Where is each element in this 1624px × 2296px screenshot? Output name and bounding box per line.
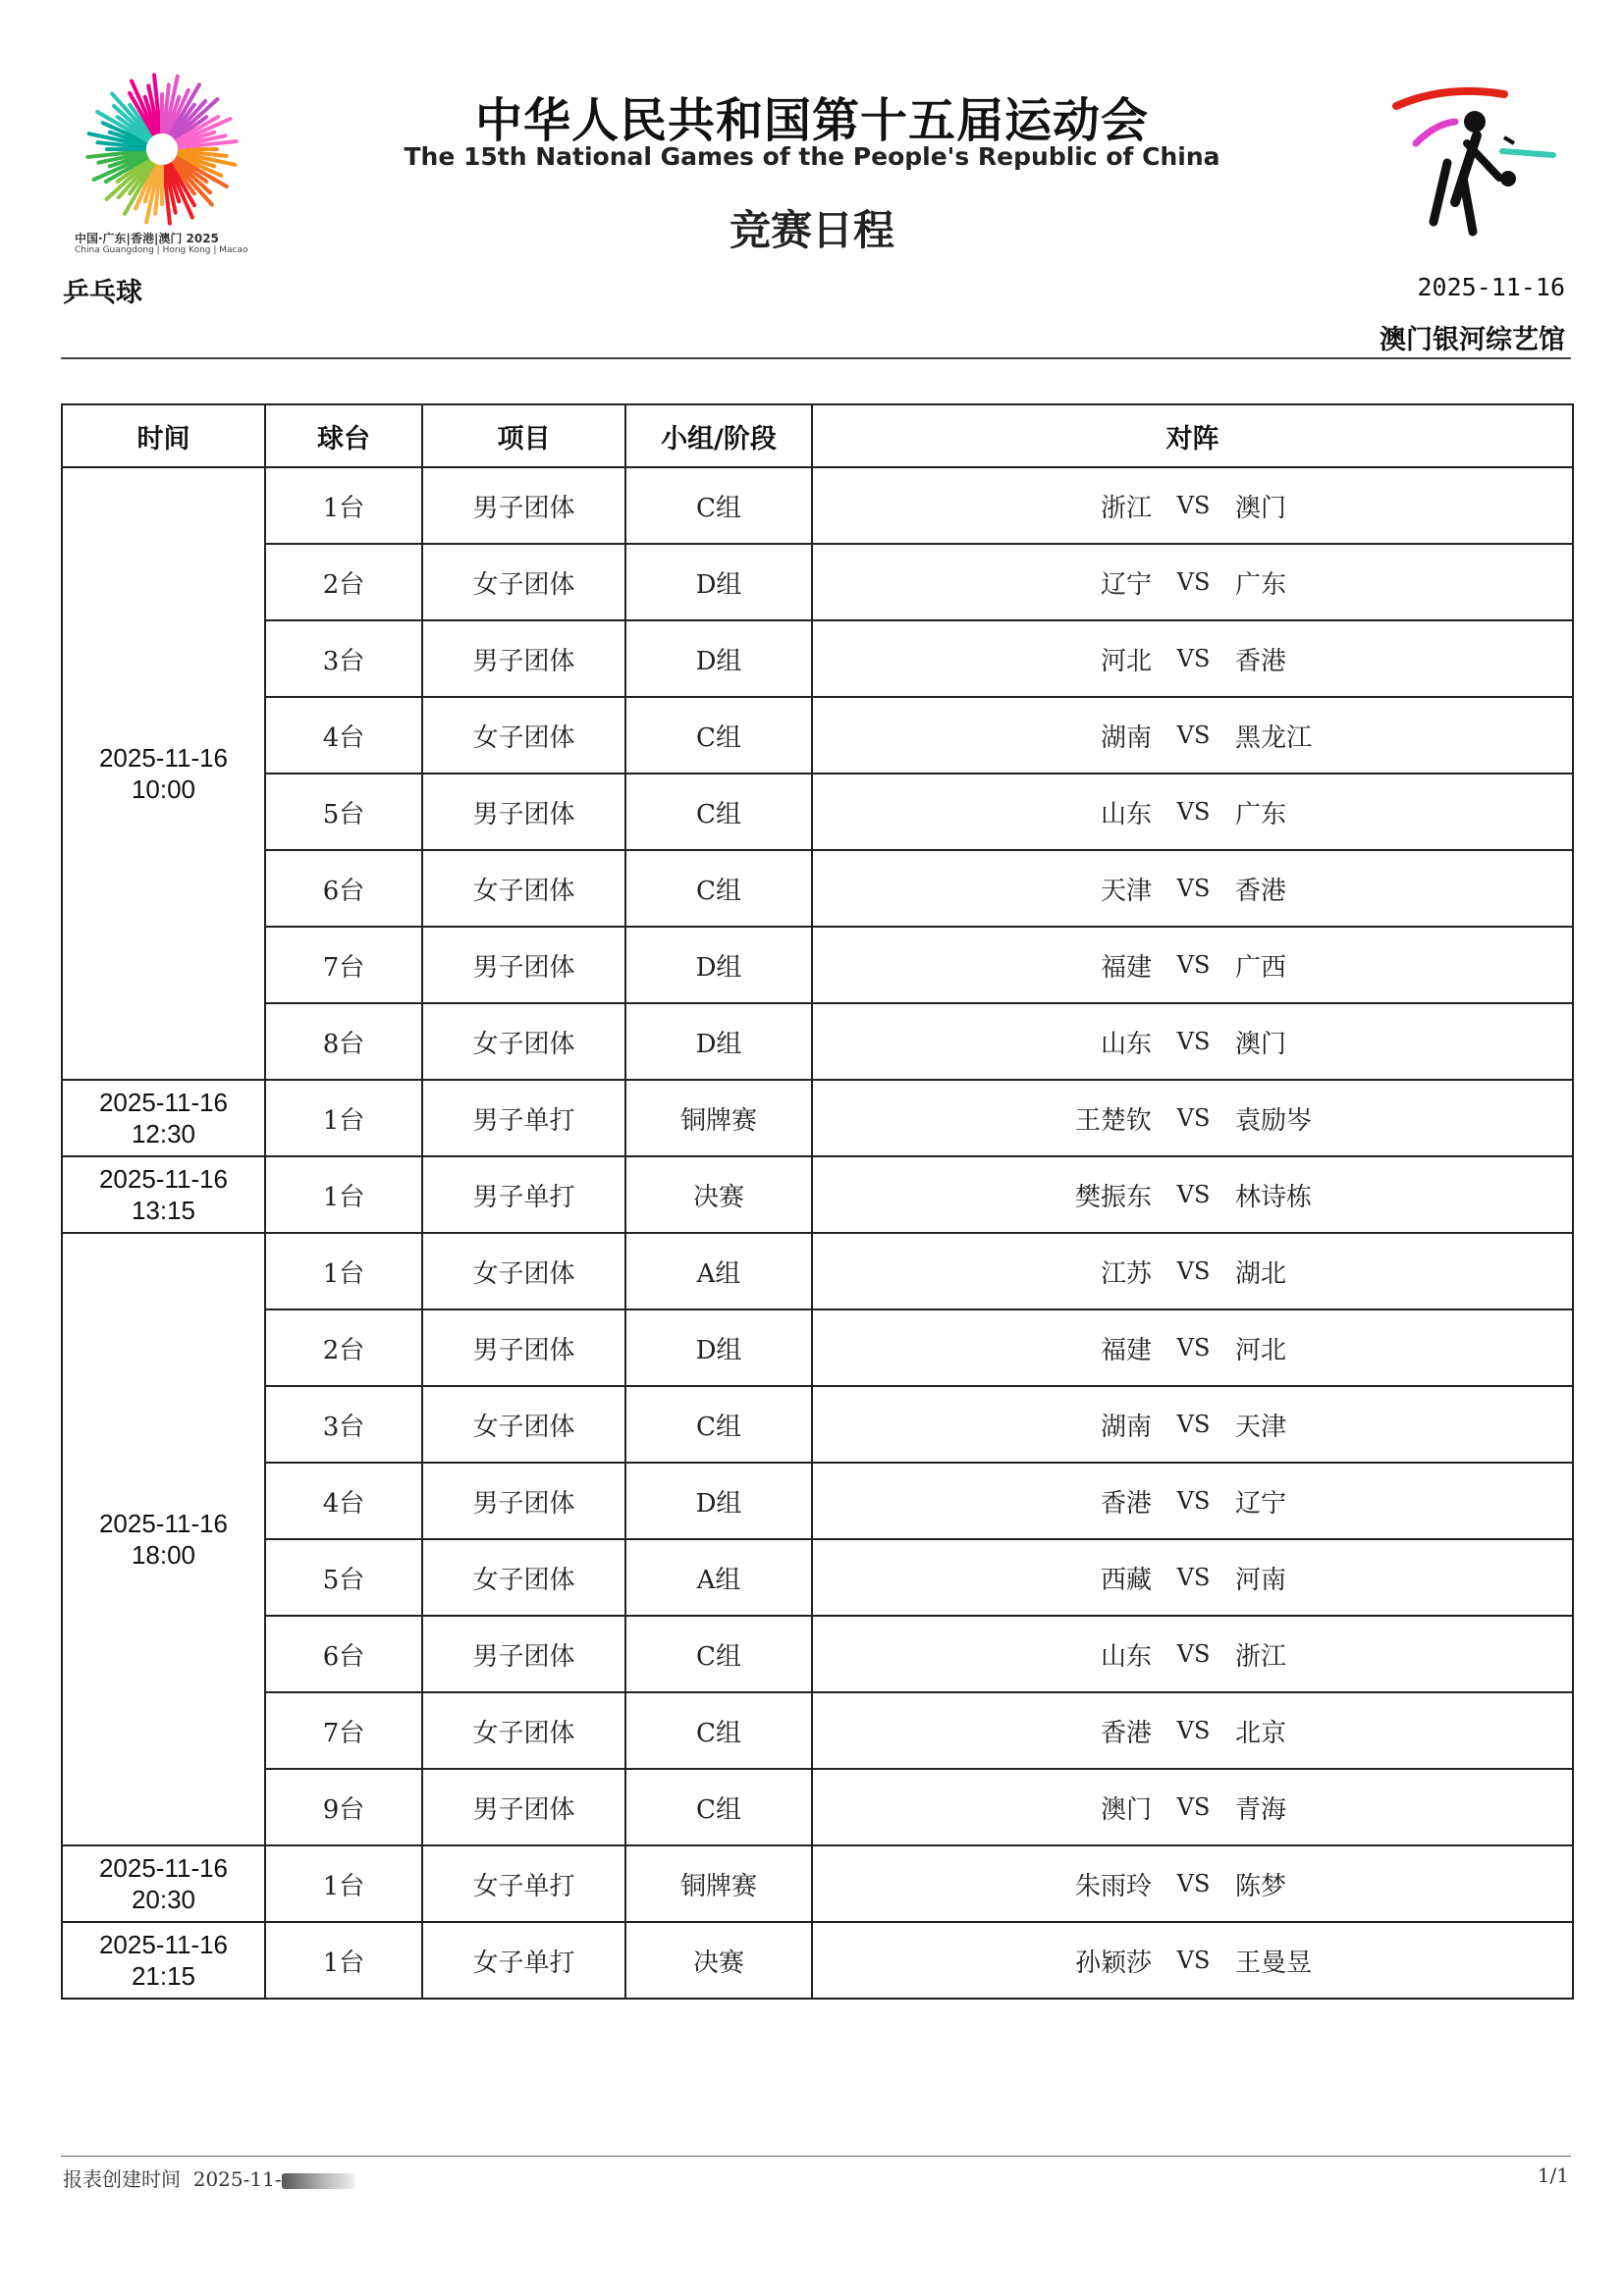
team-b: 河北 [1235, 1335, 1287, 1365]
col-header-time: 时间 [62, 404, 265, 467]
table-row [62, 1922, 1573, 1999]
time-clock: 13:15 [131, 1196, 196, 1225]
vs-label: VS [1176, 721, 1211, 749]
team-a: 湖南 [1100, 1412, 1152, 1442]
event-cell: 女子团体 [422, 1233, 625, 1309]
matchup-cell [812, 1233, 1573, 1309]
table-number-cell: 5台 [265, 1539, 422, 1616]
report-created [63, 2163, 354, 2192]
table-row [62, 1080, 1573, 1156]
table-row [62, 1616, 1573, 1692]
vs-label: VS [1176, 1104, 1211, 1132]
table-row [62, 1769, 1573, 1845]
stage-cell: A组 [625, 1539, 812, 1616]
matchup [813, 621, 1572, 696]
team-a: 西藏 [1100, 1565, 1152, 1595]
table-number-cell: 1台 [265, 1156, 422, 1233]
vs-label: VS [1176, 1411, 1211, 1438]
col-header-event: 项目 [422, 404, 625, 467]
event-cell: 女子团体 [422, 1386, 625, 1463]
vs-label: VS [1176, 1257, 1211, 1285]
team-b: 澳门 [1235, 493, 1287, 523]
team-b: 湖北 [1235, 1258, 1287, 1289]
table-row [62, 1845, 1573, 1922]
team-b: 河南 [1235, 1565, 1287, 1595]
team-b: 澳门 [1235, 1029, 1287, 1059]
stage-cell: 铜牌赛 [625, 1845, 812, 1922]
event-cell: 女子单打 [422, 1845, 625, 1922]
event-cell: 女子团体 [422, 1003, 625, 1080]
team-b: 北京 [1235, 1718, 1287, 1748]
matchup-cell [812, 1080, 1573, 1156]
vs-label: VS [1176, 1334, 1211, 1362]
time-date: 2025-11-16 [98, 1930, 229, 1959]
time-cell [62, 1080, 265, 1156]
vs-label: VS [1176, 1793, 1211, 1821]
table-number-cell: 1台 [265, 1233, 422, 1309]
vs-label: VS [1176, 1717, 1211, 1744]
stage-cell: C组 [625, 467, 812, 544]
matchup [813, 1310, 1572, 1385]
time-clock: 18:00 [131, 1540, 196, 1570]
event-cell: 女子团体 [422, 850, 625, 927]
vs-label: VS [1176, 645, 1211, 672]
table-row [62, 1156, 1573, 1233]
event-cell: 女子团体 [422, 697, 625, 774]
footer-divider [61, 2156, 1571, 2157]
matchup-cell [812, 544, 1573, 620]
team-b: 林诗栋 [1235, 1182, 1313, 1212]
team-a: 湖南 [1100, 722, 1152, 753]
matchup [813, 1846, 1572, 1921]
matchup-cell [812, 1463, 1573, 1539]
table-number-cell: 4台 [265, 697, 422, 774]
team-b: 香港 [1235, 876, 1287, 906]
time-cell [62, 1922, 265, 1999]
table-row [62, 1463, 1573, 1539]
team-a: 樊振东 [1074, 1182, 1152, 1212]
matchup [813, 1693, 1572, 1768]
event-cell: 男子团体 [422, 1769, 625, 1845]
col-header-matchup: 对阵 [812, 404, 1573, 467]
stage-cell: 铜牌赛 [625, 1080, 812, 1156]
matchup-cell [812, 1616, 1573, 1692]
team-a: 朱雨玲 [1074, 1871, 1152, 1901]
team-a: 山东 [1100, 1029, 1152, 1059]
sport-name: 乒乓球 [63, 278, 142, 308]
vs-label: VS [1176, 1640, 1211, 1668]
time-clock: 12:30 [131, 1119, 196, 1148]
matchup [813, 1923, 1572, 1998]
event-cell: 男子单打 [422, 1080, 625, 1156]
table-number-cell: 7台 [265, 1692, 422, 1769]
report-created-label: 报表创建时间 [63, 2167, 181, 2191]
matchup [813, 928, 1572, 1002]
stage-cell: D组 [625, 1463, 812, 1539]
table-number-cell: 3台 [265, 620, 422, 697]
table-number-cell: 4台 [265, 1463, 422, 1539]
table-number-cell: 9台 [265, 1769, 422, 1845]
matchup [813, 1234, 1572, 1308]
schedule-date: 2025-11-16 [1417, 273, 1565, 301]
team-b: 天津 [1235, 1412, 1287, 1442]
matchup-cell [812, 1845, 1573, 1922]
matchup-cell [812, 467, 1573, 544]
time-cell [62, 1156, 265, 1233]
stage-cell: C组 [625, 774, 812, 850]
stage-cell: D组 [625, 544, 812, 620]
time-date: 2025-11-16 [98, 1164, 229, 1194]
table-row [62, 1386, 1573, 1463]
vs-label: VS [1176, 568, 1211, 596]
time-cell [62, 1845, 265, 1922]
team-a: 澳门 [1100, 1794, 1152, 1825]
matchup [813, 1157, 1572, 1232]
team-b: 王曼昱 [1235, 1948, 1313, 1978]
vs-label: VS [1176, 492, 1211, 519]
matchup-cell [812, 1922, 1573, 1999]
team-a: 辽宁 [1100, 569, 1152, 600]
matchup-cell [812, 620, 1573, 697]
table-number-cell: 8台 [265, 1003, 422, 1080]
event-cell: 男子团体 [422, 774, 625, 850]
vs-label: VS [1176, 875, 1211, 902]
team-a: 孙颖莎 [1074, 1948, 1152, 1978]
matchup [813, 1081, 1572, 1155]
table-number-cell: 1台 [265, 1922, 422, 1999]
event-cell: 女子单打 [422, 1922, 625, 1999]
event-cell: 女子团体 [422, 1692, 625, 1769]
vs-label: VS [1176, 1487, 1211, 1515]
team-a: 天津 [1100, 876, 1152, 906]
matchup-cell [812, 774, 1573, 850]
team-b: 浙江 [1235, 1641, 1287, 1672]
table-number-cell: 1台 [265, 1845, 422, 1922]
time-clock: 20:30 [131, 1885, 196, 1914]
emblem-lettering: 中国·广东|香港|澳门 2025 [75, 232, 219, 245]
games-title-cn: 中华人民共和国第十五届运动会 [474, 93, 1149, 148]
team-b: 青海 [1235, 1794, 1287, 1825]
table-number-cell: 2台 [265, 1309, 422, 1386]
vs-label: VS [1176, 951, 1211, 979]
header-divider [61, 357, 1571, 359]
time-date: 2025-11-16 [98, 1509, 229, 1538]
vs-label: VS [1176, 1947, 1211, 1974]
stage-cell: C组 [625, 1692, 812, 1769]
table-number-cell: 6台 [265, 1616, 422, 1692]
schedule-table [61, 403, 1574, 2000]
games-title-en: The 15th National Games of the People's Republic of China [404, 142, 1220, 171]
table-row [62, 620, 1573, 697]
matchup-cell [812, 697, 1573, 774]
table-tennis-pictogram-icon [1386, 84, 1563, 241]
matchup-cell [812, 927, 1573, 1003]
team-a: 山东 [1100, 799, 1152, 829]
table-row [62, 774, 1573, 850]
matchup [813, 1770, 1572, 1844]
table-number-cell: 1台 [265, 467, 422, 544]
stage-cell: D组 [625, 1003, 812, 1080]
venue-name: 澳门银河综艺馆 [1380, 325, 1565, 355]
matchup [813, 1540, 1572, 1615]
matchup [813, 774, 1572, 849]
matchup-cell [812, 1309, 1573, 1386]
table-row [62, 467, 1573, 544]
team-a: 河北 [1100, 646, 1152, 676]
event-cell: 男子团体 [422, 467, 625, 544]
redacted-time [282, 2173, 354, 2189]
team-a: 福建 [1100, 952, 1152, 983]
document-title: 竞赛日程 [729, 206, 894, 254]
matchup [813, 851, 1572, 926]
matchup-cell [812, 1692, 1573, 1769]
stage-cell: D组 [625, 1309, 812, 1386]
table-row [62, 850, 1573, 927]
table-row [62, 1539, 1573, 1616]
team-a: 浙江 [1100, 493, 1152, 523]
time-date: 2025-11-16 [98, 743, 229, 773]
event-cell: 男子团体 [422, 1463, 625, 1539]
matchup [813, 698, 1572, 773]
stage-cell: C组 [625, 697, 812, 774]
event-cell: 男子团体 [422, 620, 625, 697]
team-a: 王楚钦 [1074, 1105, 1152, 1136]
stage-cell: C组 [625, 1769, 812, 1845]
team-a: 山东 [1100, 1641, 1152, 1672]
matchup-cell [812, 1003, 1573, 1080]
matchup [813, 1464, 1572, 1538]
table-row [62, 697, 1573, 774]
time-clock: 10:00 [131, 774, 196, 804]
table-number-cell: 3台 [265, 1386, 422, 1463]
team-a: 江苏 [1100, 1258, 1152, 1289]
matchup [813, 1004, 1572, 1079]
table-number-cell: 1台 [265, 1080, 422, 1156]
stage-cell: A组 [625, 1233, 812, 1309]
event-cell: 男子单打 [422, 1156, 625, 1233]
stage-cell: C组 [625, 1386, 812, 1463]
matchup-cell [812, 850, 1573, 927]
matchup-cell [812, 1769, 1573, 1845]
matchup-cell [812, 1539, 1573, 1616]
table-number-cell: 2台 [265, 544, 422, 620]
time-date: 2025-11-16 [98, 1853, 229, 1883]
table-header-row [62, 404, 1573, 467]
time-clock: 21:15 [131, 1961, 196, 1991]
team-b: 黑龙江 [1235, 722, 1313, 753]
vs-label: VS [1176, 1181, 1211, 1208]
team-b: 广东 [1235, 569, 1287, 600]
vs-label: VS [1176, 798, 1211, 826]
emblem-sublettering: China Guangdong | Hong Kong | Macao [75, 245, 248, 255]
time-date: 2025-11-16 [98, 1088, 229, 1117]
table-row [62, 1692, 1573, 1769]
event-cell: 男子团体 [422, 1616, 625, 1692]
table-row [62, 1233, 1573, 1309]
stage-cell: 决赛 [625, 1922, 812, 1999]
matchup-cell [812, 1386, 1573, 1463]
team-b: 辽宁 [1235, 1488, 1287, 1519]
table-number-cell: 5台 [265, 774, 422, 850]
table-row [62, 927, 1573, 1003]
stage-cell: C组 [625, 850, 812, 927]
team-b: 陈梦 [1235, 1871, 1287, 1901]
team-b: 广西 [1235, 952, 1287, 983]
event-cell: 男子团体 [422, 927, 625, 1003]
matchup [813, 1617, 1572, 1691]
table-row [62, 544, 1573, 620]
matchup [813, 468, 1572, 543]
table-row [62, 1309, 1573, 1386]
matchup [813, 545, 1572, 619]
table-row [62, 1003, 1573, 1080]
stage-cell: C组 [625, 1616, 812, 1692]
report-created-value: 2025-11- [192, 2167, 282, 2191]
stage-cell: D组 [625, 620, 812, 697]
team-a: 福建 [1100, 1335, 1152, 1365]
team-b: 香港 [1235, 646, 1287, 676]
matchup [813, 1387, 1572, 1462]
event-cell: 男子团体 [422, 1309, 625, 1386]
event-cell: 女子团体 [422, 1539, 625, 1616]
vs-label: VS [1176, 1028, 1211, 1055]
vs-label: VS [1176, 1870, 1211, 1897]
time-cell [62, 1233, 265, 1845]
time-cell [62, 467, 265, 1080]
team-a: 香港 [1100, 1488, 1152, 1519]
table-number-cell: 6台 [265, 850, 422, 927]
team-a: 香港 [1100, 1718, 1152, 1748]
team-b: 袁励岑 [1235, 1105, 1313, 1136]
team-b: 广东 [1235, 799, 1287, 829]
col-header-stage: 小组/阶段 [625, 404, 812, 467]
matchup-cell [812, 1156, 1573, 1233]
table-number-cell: 7台 [265, 927, 422, 1003]
event-cell: 女子团体 [422, 544, 625, 620]
stage-cell: 决赛 [625, 1156, 812, 1233]
col-header-table: 球台 [265, 404, 422, 467]
stage-cell: D组 [625, 927, 812, 1003]
page-number: 1/1 [1537, 2163, 1569, 2187]
vs-label: VS [1176, 1564, 1211, 1591]
